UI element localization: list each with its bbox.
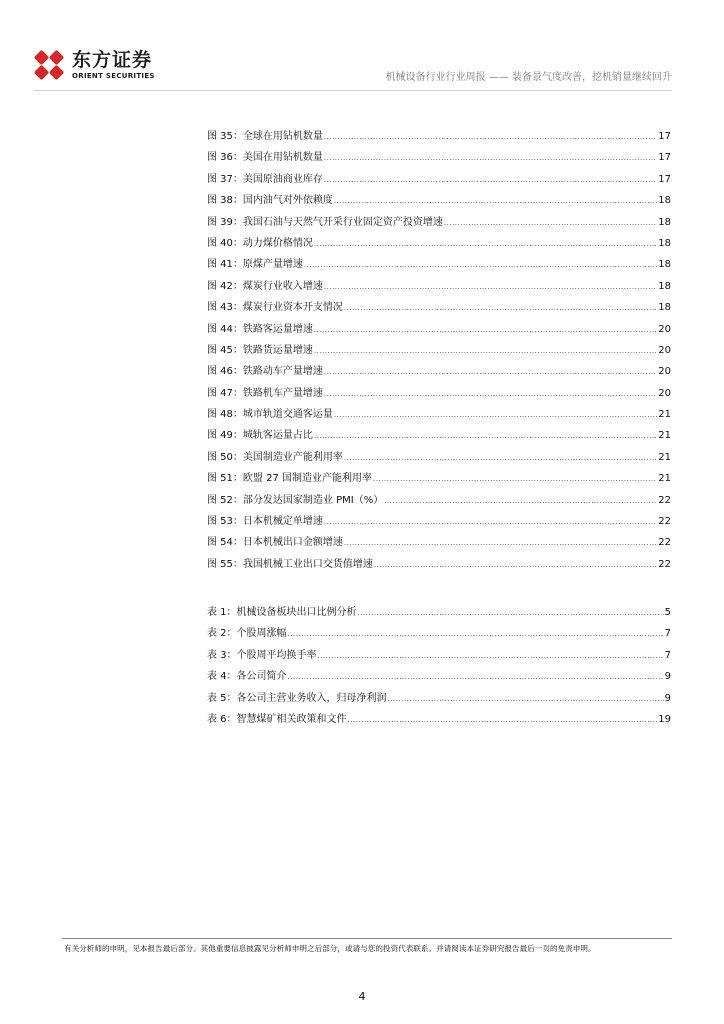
footer-divider xyxy=(62,938,672,939)
leader-dots xyxy=(314,237,657,251)
toc-entry-figure-41[interactable] xyxy=(207,258,671,279)
toc-entry-figure-54[interactable] xyxy=(207,536,671,557)
leader-dots xyxy=(324,151,657,165)
toc-entry-page: 19 xyxy=(658,713,671,725)
toc-entry-label: 图 38：国内油气对外依赖度 xyxy=(207,195,333,207)
leader-dots xyxy=(384,494,657,508)
toc-entry-table-1[interactable] xyxy=(207,606,671,627)
toc-entry-label: 图 53：日本机械定单增速 xyxy=(207,516,323,528)
toc-entry-page: 21 xyxy=(658,430,671,442)
toc-entry-page: 22 xyxy=(658,558,671,570)
table-index xyxy=(207,606,671,734)
leader-dots xyxy=(324,280,657,294)
leader-dots xyxy=(314,323,657,337)
toc-entry-page: 20 xyxy=(658,323,671,335)
toc-entry-page: 18 xyxy=(658,259,671,271)
logo-chinese-text: 东方证券 xyxy=(72,49,153,71)
toc-entry-label: 图 46：铁路动车产量增速 xyxy=(207,366,323,378)
toc-entry-figure-50[interactable] xyxy=(207,451,671,472)
logo-english-text: ORIENT SECURITIES xyxy=(72,72,155,80)
toc-entry-page: 21 xyxy=(658,451,671,463)
toc-entry-page: 18 xyxy=(658,237,671,249)
toc-entry-label: 图 49：城轨客运量占比 xyxy=(207,430,313,442)
toc-entry-figure-43[interactable] xyxy=(207,301,671,322)
toc-entry-table-4[interactable] xyxy=(207,670,671,691)
toc-entry-page: 18 xyxy=(658,302,671,314)
toc-entry-page: 17 xyxy=(658,173,671,185)
toc-entry-figure-40[interactable] xyxy=(207,237,671,258)
toc-entry-label: 图 35：全球在用钻机数量 xyxy=(207,131,323,142)
toc-entry-figure-49[interactable] xyxy=(207,429,671,450)
leader-dots xyxy=(288,670,664,684)
toc-entry-label: 表 5：各公司主营业务收入，归母净利润 xyxy=(207,692,387,704)
toc-entry-figure-51[interactable] xyxy=(207,472,671,493)
toc-entry-label: 图 52：部分发达国家制造业 PMI（%） xyxy=(207,494,384,506)
toc-entry-page: 20 xyxy=(658,366,671,378)
toc-entry-figure-53[interactable] xyxy=(207,515,671,536)
toc-entry-label: 图 47：铁路机车产量增速 xyxy=(207,387,323,399)
toc-entry-label: 图 40：动力煤价格情况 xyxy=(207,237,313,249)
toc-entry-label: 图 54：日本机械出口金额增速 xyxy=(207,537,343,549)
toc-entry-label: 图 42：煤炭行业收入增速 xyxy=(207,280,323,292)
toc-entry-page: 5 xyxy=(664,607,671,618)
leader-dots xyxy=(344,301,657,315)
toc-entry-figure-52[interactable] xyxy=(207,494,671,515)
toc-entry-label: 图 41：原煤产量增速 xyxy=(207,259,303,271)
toc-entry-figure-55[interactable] xyxy=(207,558,671,579)
toc-entry-page: 18 xyxy=(658,280,671,292)
toc-entry-page: 18 xyxy=(658,195,671,207)
toc-entry-figure-36[interactable] xyxy=(207,151,671,172)
leader-dots xyxy=(344,536,657,550)
leader-dots xyxy=(318,649,664,663)
leader-dots xyxy=(314,429,657,443)
leader-dots xyxy=(324,365,657,379)
toc-entry-figure-47[interactable] xyxy=(207,387,671,408)
leader-dots xyxy=(388,692,664,706)
figure-index xyxy=(207,130,671,579)
toc-entry-figure-38[interactable] xyxy=(207,194,671,215)
leader-dots xyxy=(444,216,657,230)
toc-entry-page: 22 xyxy=(658,516,671,528)
toc-entry-table-6[interactable] xyxy=(207,713,671,734)
toc-entry-label: 图 45：铁路货运量增速 xyxy=(207,344,313,356)
leader-dots xyxy=(334,194,657,208)
toc-entry-figure-48[interactable] xyxy=(207,408,671,429)
leader-dots xyxy=(348,713,658,727)
toc-entry-page: 21 xyxy=(658,473,671,485)
leader-dots xyxy=(324,387,657,401)
toc-entry-label: 图 37：美国原油商业库存 xyxy=(207,173,323,185)
toc-entry-label: 表 6：智慧煤矿相关政策和文件 xyxy=(207,713,347,725)
toc-entry-label: 表 1：机械设备板块出口比例分析 xyxy=(207,607,357,618)
page-header xyxy=(0,0,724,100)
toc-entry-page: 20 xyxy=(658,344,671,356)
footer-disclaimer: 有关分析师的申明，见本报告最后部分。其他重要信息披露见分析师申明之后部分，或请与您的投资代表联系。并请阅读本证券研究报告最后一页的免责申明。 xyxy=(64,944,596,953)
leader-dots xyxy=(314,344,657,358)
leader-dots xyxy=(374,558,657,572)
toc-entry-label: 图 39：我国石油与天然气开采行业固定资产投资增速 xyxy=(207,216,443,228)
toc-entry-page: 7 xyxy=(664,649,671,661)
toc-entry-label: 图 44：铁路客运量增速 xyxy=(207,323,313,335)
orient-securities-logo-icon xyxy=(34,50,64,80)
toc-entry-figure-37[interactable] xyxy=(207,173,671,194)
toc-entry-table-2[interactable] xyxy=(207,627,671,648)
toc-entry-label: 表 4：各公司简介 xyxy=(207,671,287,683)
toc-entry-figure-35[interactable] xyxy=(207,130,671,151)
toc-entry-label: 图 36：美国在用钻机数量 xyxy=(207,152,323,164)
toc-entry-page: 9 xyxy=(664,692,671,704)
leader-dots xyxy=(324,173,657,187)
leader-dots xyxy=(288,627,664,641)
toc-entry-page: 17 xyxy=(658,131,671,142)
leader-dots xyxy=(373,472,657,486)
toc-entry-page: 21 xyxy=(658,409,671,421)
toc-entry-label: 图 48：城市轨道交通客运量 xyxy=(207,409,333,421)
leader-dots xyxy=(324,130,657,144)
toc-entry-label: 图 55：我国机械工业出口交货值增速 xyxy=(207,558,373,570)
page-number: 4 xyxy=(358,990,366,1003)
report-title: 机械设备行业行业周报 —— 装备景气度改善，挖机销量继续回升 xyxy=(385,72,672,83)
leader-dots xyxy=(304,258,657,272)
toc-entry-page: 22 xyxy=(658,537,671,549)
toc-entry-page: 20 xyxy=(658,387,671,399)
header-divider xyxy=(34,90,672,91)
toc-entry-page: 18 xyxy=(658,216,671,228)
leader-dots xyxy=(324,515,657,529)
leader-dots xyxy=(344,451,657,465)
toc-entry-figure-44[interactable] xyxy=(207,323,671,344)
toc-entry-figure-39[interactable] xyxy=(207,216,671,237)
toc-entry-label: 图 50：美国制造业产能利用率 xyxy=(207,451,343,463)
toc-entry-page: 9 xyxy=(664,671,671,683)
toc-entry-figure-46[interactable] xyxy=(207,365,671,386)
toc-entry-label: 表 2：个股周涨幅 xyxy=(207,628,287,640)
toc-entry-table-3[interactable] xyxy=(207,649,671,670)
toc-entry-page: 17 xyxy=(658,152,671,164)
toc-entry-label: 图 51：欧盟 27 国制造业产能利用率 xyxy=(207,473,372,485)
toc-entry-label: 表 3：个股周平均换手率 xyxy=(207,649,317,661)
leader-dots xyxy=(334,408,657,422)
toc-entry-page: 22 xyxy=(658,494,671,506)
leader-dots xyxy=(358,606,664,620)
toc-entry-figure-42[interactable] xyxy=(207,280,671,301)
toc-entry-label: 图 43：煤炭行业资本开支情况 xyxy=(207,302,343,314)
toc-entry-page: 7 xyxy=(664,628,671,640)
toc-entry-table-5[interactable] xyxy=(207,692,671,713)
toc-entry-figure-45[interactable] xyxy=(207,344,671,365)
